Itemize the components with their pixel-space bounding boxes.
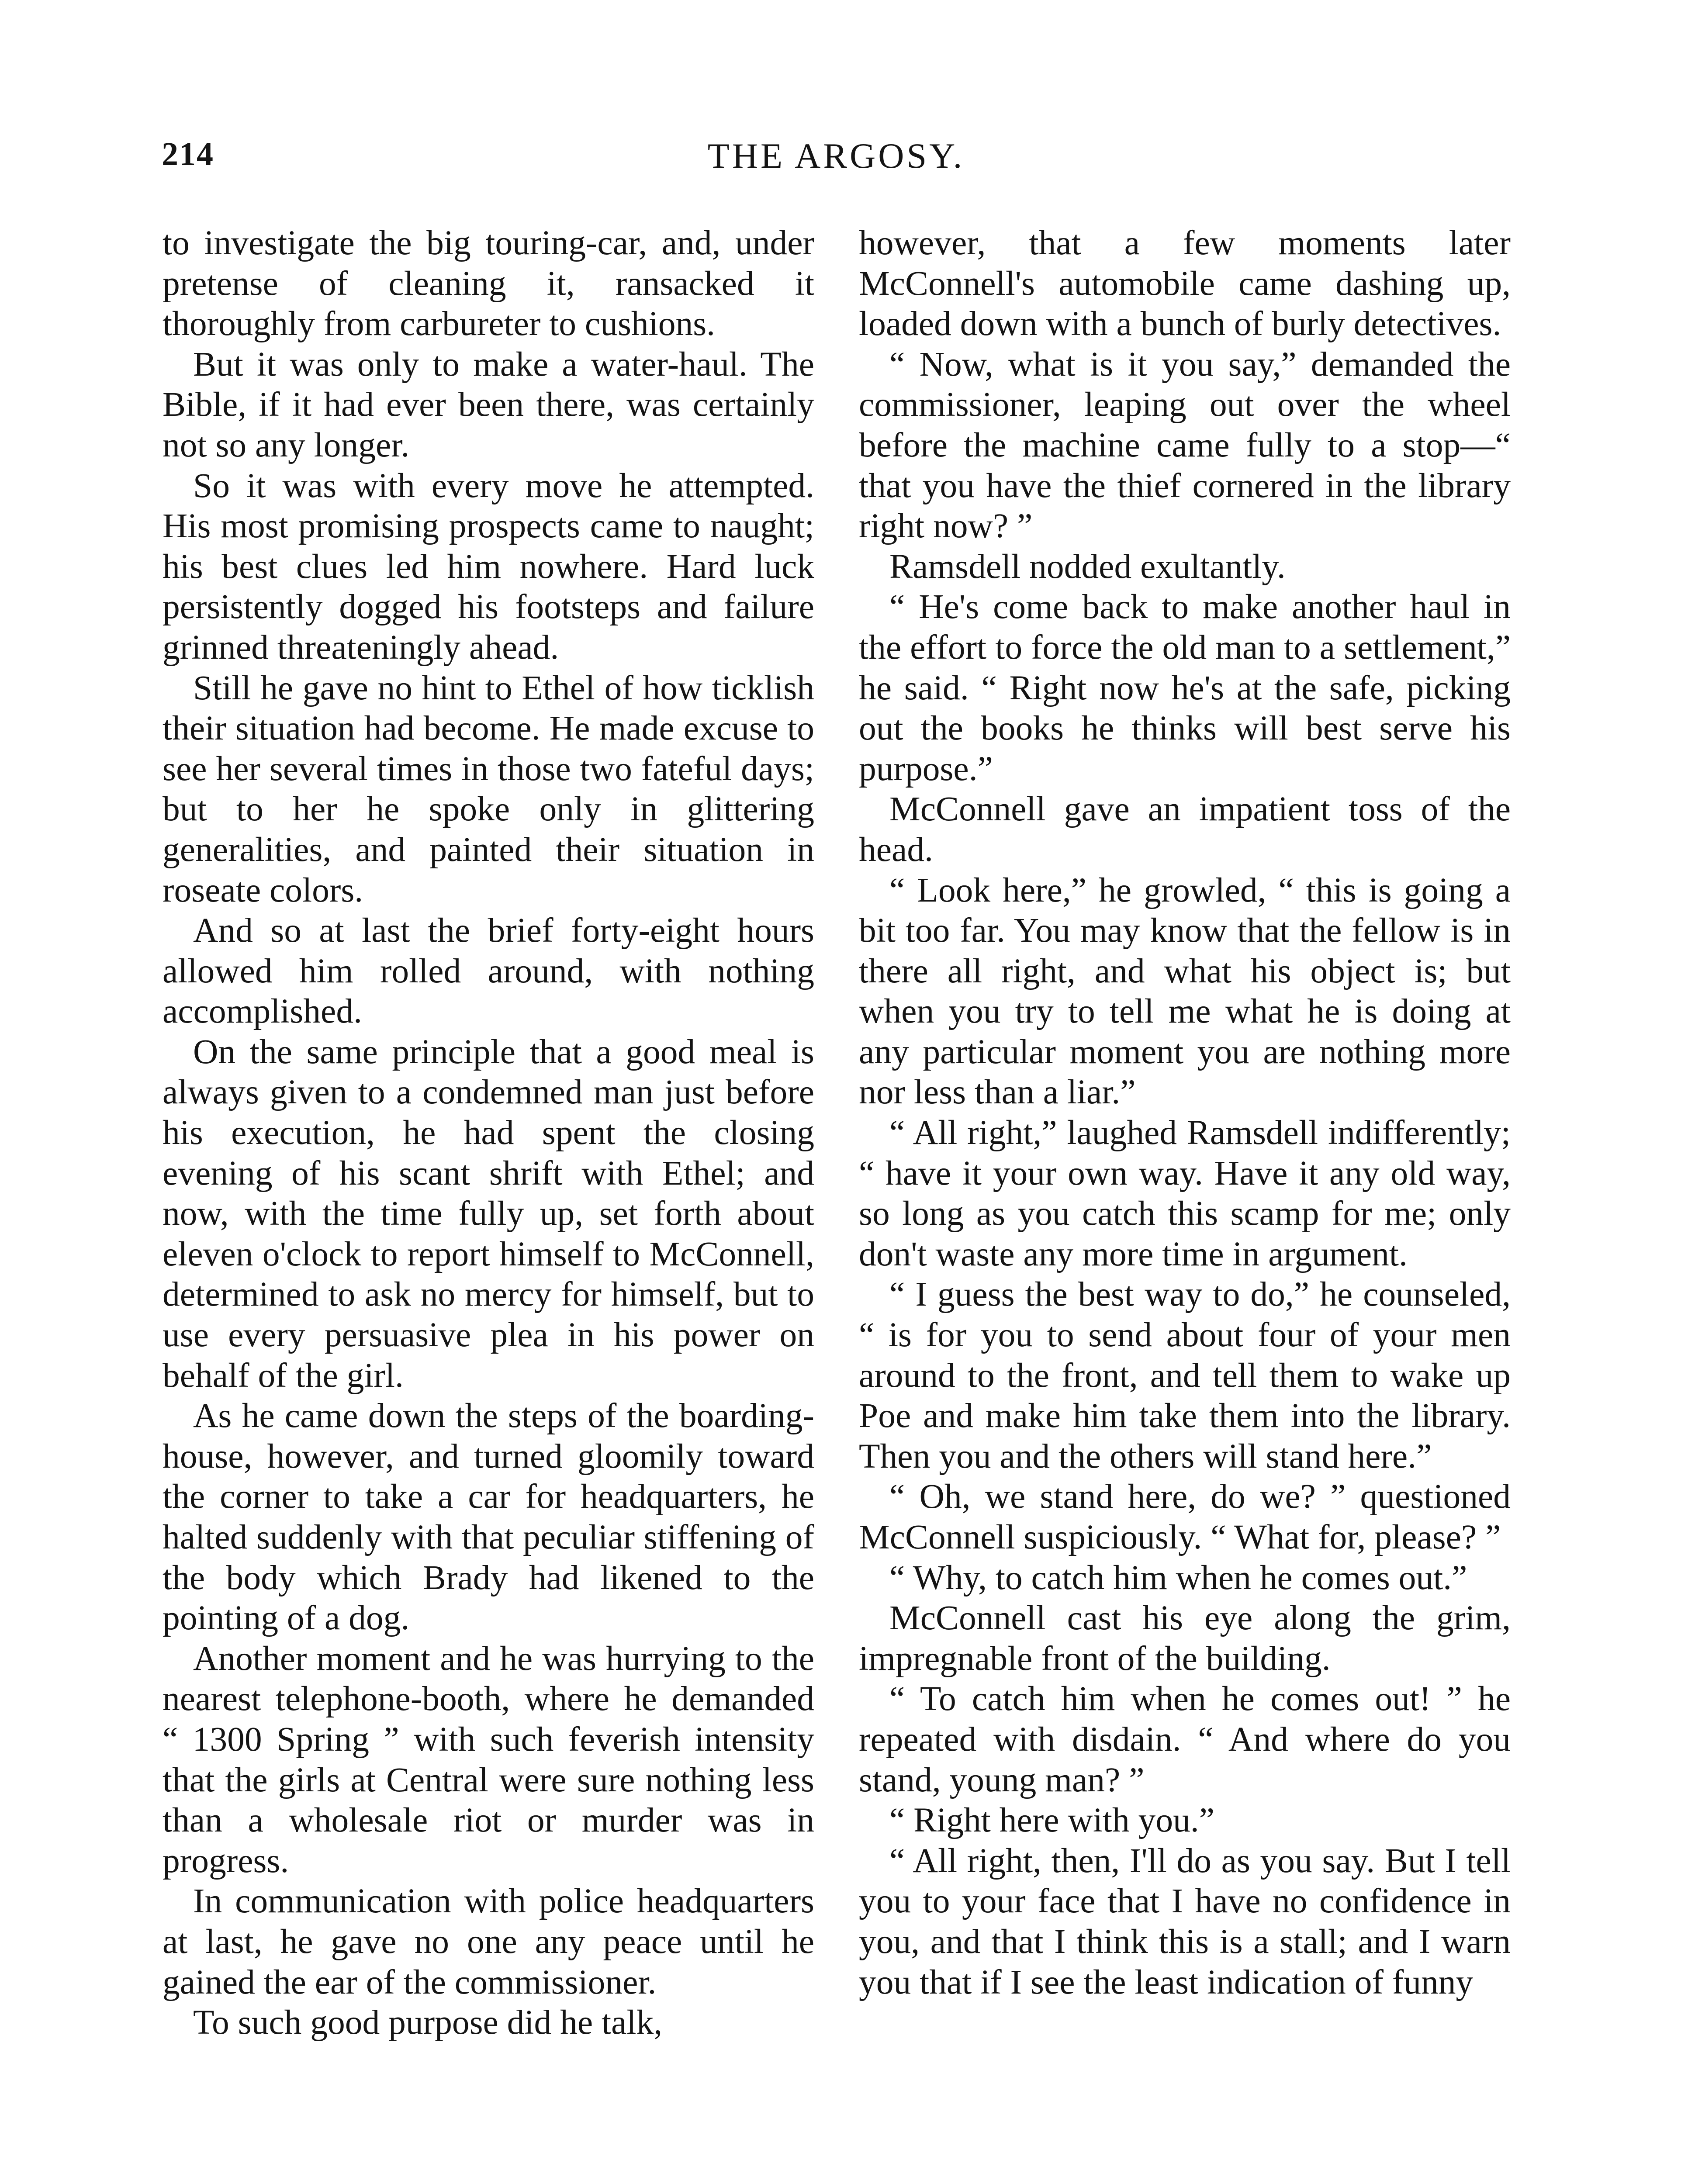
paragraph: “ To catch him when he comes out! ” he repeated with disdain. “ And where do you stand, young man? ” [859, 1679, 1511, 1799]
right-column [859, 223, 1511, 2002]
paragraph: Still he gave no hint to Ethel of how ticklish their situation had become. He made excuse to see her several times in those two fateful days; but to her he spoke only in glittering generalities, and painted their situation in roseate colors. [163, 668, 814, 909]
left-column [163, 223, 814, 2043]
running-title: THE ARGOSY. [707, 136, 965, 176]
paragraph: “ Right here with you.” [889, 1801, 1215, 1840]
paragraph: “ Now, what is it you say,” demanded the commissioner, leaping out over the wheel before the machine came fully to a stop—“ that you have the thief cornered in the library right now? ” [859, 345, 1511, 546]
page-number: 214 [162, 136, 214, 173]
paragraph: “ Oh, we stand here, do we? ” questioned McConnell suspiciously. “ What for, please? ” [859, 1477, 1511, 1556]
paragraph: On the same principle that a good meal is always given to a condemned man just before his execution, he had spent the closing evening of his scant shrift with Ethel; and now, with the time fully up, set forth about eleven o'clock to report himself to McConnell, determined to ask no mercy for himself, but to use every persuasive plea in his power on behalf of the girl. [163, 1032, 814, 1395]
paragraph: But it was only to make a water-haul. The Bible, if it had ever been there, was certainly not so any longer. [163, 345, 814, 464]
paragraph: “ Why, to catch him when he comes out.” [889, 1558, 1467, 1597]
paragraph: “ All right, then, I'll do as you say. But I tell you to your face that I have no confidence in you, and that I think this is a stall; and I warn you that if I see the least indication of funny [859, 1841, 1511, 2001]
paragraph: “ He's come back to make another haul in the effort to force the old man to a settlement,” he said. “ Right now he's at the safe, picking out the books he thinks will best serve his purpose.” [859, 587, 1511, 788]
paragraph: “ All right,” laughed Ramsdell indifferently; “ have it your own way. Have it any old way, so long as you catch this scamp for me; only don't waste any more time in argument. [859, 1113, 1511, 1273]
paragraph: Ramsdell nodded exultantly. [889, 547, 1286, 586]
paragraph: And so at last the brief forty-eight hours allowed him rolled around, with nothing accomplished. [163, 911, 814, 1031]
paragraph: “ I guess the best way to do,” he counseled, “ is for you to send about four of your men around to the front, and tell them to wake up Poe and make him take them into the library. Then you and the others will stand here.” [859, 1275, 1511, 1476]
page-header [162, 135, 1511, 188]
paragraph: however, that a few moments later McConnell's automobile came dashing up, loaded down with a bunch of burly detectives. [859, 224, 1511, 343]
paragraph: “ Look here,” he growled, “ this is going a bit too far. You may know that the fellow is in there all right, and what his object is; but when you try to tell me what he is doing at any particular moment you are nothing more nor less than a liar.” [859, 871, 1511, 1112]
paragraph: McConnell cast his eye along the grim, impregnable front of the building. [859, 1599, 1511, 1678]
paragraph: To such good purpose did he talk, [193, 2003, 663, 2042]
paragraph: to investigate the big touring-car, and, under pretense of cleaning it, ransacked it thoroughly from carbureter to cushions. [163, 224, 814, 343]
paragraph: As he came down the steps of the boarding-house, however, and turned gloomily toward the corner to take a car for headquarters, he halted suddenly with that peculiar stiffening of the body which Brady had likened to the pointing of a dog. [163, 1396, 814, 1638]
paragraph: In communication with police headquarters at last, he gave no one any peace until he gained the ear of the commissioner. [163, 1882, 814, 2001]
paragraph: Another moment and he was hurrying to the nearest telephone-booth, where he demanded “ 1300 Spring ” with such feverish intensity that the girls at Central were sure nothing less than a wholesale riot or murder was in progress. [163, 1639, 814, 1880]
paragraph: So it was with every move he attempted. His most promising prospects came to naught; his best clues led him nowhere. Hard luck persistently dogged his footsteps and failure grinned threateningly ahead. [163, 466, 814, 667]
paragraph: McConnell gave an impatient toss of the head. [859, 790, 1511, 869]
